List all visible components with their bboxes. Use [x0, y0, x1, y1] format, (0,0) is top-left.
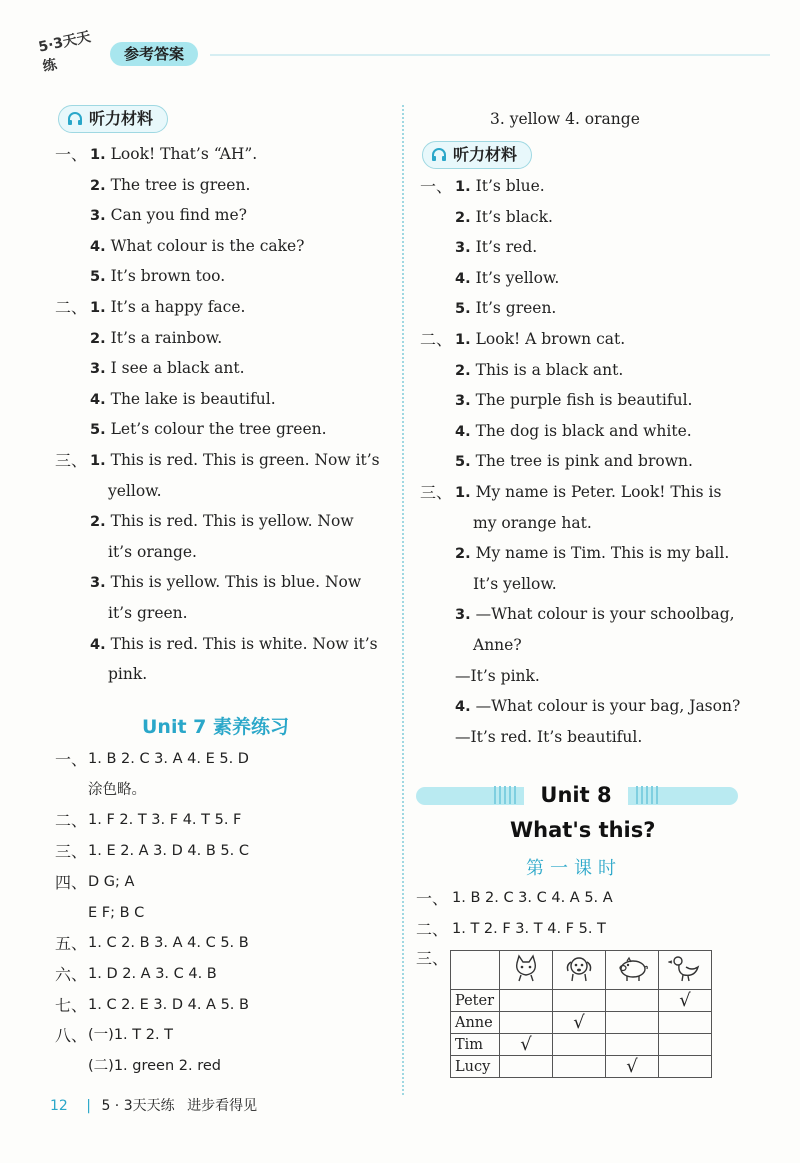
table-header-cell — [606, 951, 659, 990]
pig-icon — [615, 971, 649, 987]
answer-row: D G; A — [88, 873, 135, 890]
table-row — [451, 1056, 712, 1078]
table-row-name: Anne — [451, 1012, 500, 1034]
item-number: 3. — [455, 240, 471, 257]
list-item — [90, 205, 247, 226]
item-number: 5. — [90, 269, 106, 286]
section-label: 四、 — [55, 872, 88, 892]
section-label: 二、 — [55, 298, 88, 317]
section-label: 一、 — [55, 145, 88, 164]
item-text: It’s green. — [475, 299, 557, 318]
item-number: 4. — [455, 423, 471, 440]
item-text: —What colour is your bag, Jason? — [475, 697, 741, 716]
item-text: This is red. This is green. Now it’s — [110, 451, 380, 469]
list-item — [90, 450, 380, 471]
listening-material-label: 听力材料 — [89, 109, 154, 128]
list-item — [455, 482, 721, 503]
duck-icon — [668, 971, 702, 987]
list-item — [455, 451, 693, 472]
item-number: 5. — [455, 301, 471, 318]
column-divider — [402, 105, 404, 1095]
answer-row: (一)1. T 2. T — [88, 1027, 174, 1044]
item-number: 3. — [90, 208, 106, 225]
item-text: This is red. This is white. Now it’s — [110, 634, 378, 653]
item-text: It’s red. — [475, 238, 538, 257]
list-item — [455, 268, 559, 289]
listening-material-tag-right — [422, 141, 532, 169]
item-text: —What colour is your schoolbag, — [475, 605, 735, 624]
answer-row: 1. C 2. E 3. D 4. A 5. B — [88, 996, 249, 1013]
footer-separator: | — [86, 1098, 91, 1114]
list-item — [90, 634, 378, 655]
answer-row: 1. D 2. A 3. C 4. B — [88, 965, 217, 982]
answer-table — [450, 950, 712, 1078]
item-text: The tree is pink and brown. — [475, 452, 693, 471]
list-item — [455, 207, 553, 228]
item-text: It’s a rainbow. — [110, 328, 223, 347]
list-item — [455, 421, 692, 442]
list-item — [455, 329, 625, 350]
item-continuation: It’s yellow. — [473, 574, 557, 593]
answer-row: 1. B 2. C 3. A 4. E 5. D — [88, 751, 249, 767]
list-item — [455, 666, 540, 686]
item-text: This is yellow. This is blue. Now — [110, 573, 362, 592]
item-number: 1. — [90, 453, 106, 469]
item-number: 3. — [455, 607, 471, 624]
item-number: 5. — [90, 422, 106, 439]
list-item — [90, 389, 276, 410]
list-item — [455, 696, 740, 717]
section-label: 二、 — [416, 920, 449, 939]
section-label: 一、 — [55, 750, 88, 769]
table-check-cell: √ — [553, 1012, 606, 1034]
table-header-cell — [659, 951, 712, 990]
answer-row: 涂色略。 — [88, 781, 146, 798]
table-check-cell — [500, 1012, 553, 1034]
item-text: It’s blue. — [475, 177, 545, 195]
table-row-name: Peter — [451, 990, 500, 1012]
item-number: 4. — [455, 270, 471, 287]
list-item — [90, 236, 305, 257]
listening-material-label: 听力材料 — [453, 145, 518, 164]
table-check-cell: √ — [500, 1034, 553, 1056]
stripe-decoration — [636, 786, 658, 804]
item-number: 1. — [455, 332, 471, 348]
item-number: 3. — [455, 393, 471, 410]
section-label: 二、 — [55, 811, 88, 831]
section-label: 一、 — [420, 177, 453, 196]
list-item — [90, 297, 245, 318]
list-item — [90, 266, 225, 287]
lesson-title: 第一课时 — [526, 858, 622, 879]
item-text: This is a black ant. — [475, 360, 624, 379]
list-item — [90, 175, 250, 196]
table-check-cell — [553, 990, 606, 1012]
answer-continuation: 3. yellow 4. orange — [490, 110, 640, 128]
answer-row: 1. B 2. C 3. C 4. A 5. A — [452, 890, 613, 906]
table-check-cell — [659, 1012, 712, 1034]
item-number: 5. — [455, 454, 471, 471]
list-item — [90, 511, 354, 532]
item-text: Let’s colour the tree green. — [110, 420, 327, 439]
section-label: 五、 — [55, 934, 88, 954]
item-text: This is red. This is yellow. Now — [110, 512, 354, 531]
section-label: 二、 — [420, 330, 453, 349]
section-label: 三、 — [420, 483, 453, 502]
item-continuation: it’s orange. — [108, 542, 197, 561]
item-text: My name is Peter. Look! This is — [475, 483, 722, 501]
item-number: 1. — [90, 300, 106, 316]
item-text: What colour is the cake? — [110, 236, 305, 255]
item-text: Look! That’s “AH”. — [110, 145, 258, 163]
table-check-cell — [606, 990, 659, 1012]
item-number: 2. — [455, 362, 471, 379]
table-header-cell — [553, 951, 606, 990]
list-item — [90, 358, 245, 379]
item-number: 2. — [455, 546, 471, 563]
stripe-decoration — [494, 786, 516, 804]
answer-row: 1. F 2. T 3. F 4. T 5. F — [88, 812, 242, 829]
list-item — [455, 298, 556, 319]
table-check-cell — [500, 1056, 553, 1078]
section-label: 八、 — [55, 1026, 88, 1046]
table-check-cell — [606, 1012, 659, 1034]
answer-badge: 参考答案 — [110, 42, 198, 66]
item-continuation: pink. — [108, 665, 148, 684]
item-text: Look! A brown cat. — [475, 330, 626, 348]
header-rule — [210, 54, 770, 56]
item-number: 4. — [90, 391, 106, 408]
item-text: The lake is beautiful. — [110, 389, 276, 408]
item-number: 4. — [455, 699, 471, 716]
list-item — [90, 419, 327, 440]
list-item — [455, 237, 537, 258]
logo — [37, 29, 104, 76]
table-check-cell — [606, 1034, 659, 1056]
headphone-icon — [431, 147, 447, 163]
list-item — [455, 543, 729, 564]
item-text: I see a black ant. — [110, 359, 245, 378]
item-text: It’s a happy face. — [110, 298, 246, 316]
item-number: 4. — [90, 636, 106, 653]
answer-row: (二)1. green 2. red — [88, 1058, 221, 1074]
listening-material-tag — [58, 105, 168, 133]
table-check-cell — [500, 990, 553, 1012]
table-check-cell — [553, 1034, 606, 1056]
unit8-subtitle: What's this? — [510, 818, 656, 842]
answer-row: E F; B C — [88, 904, 145, 921]
item-number: 2. — [90, 514, 106, 531]
footer-slogan: 进步看得见 — [187, 1098, 258, 1114]
table-row — [451, 990, 712, 1012]
section-label: 一、 — [416, 889, 449, 908]
section-label: 七、 — [55, 995, 88, 1015]
item-continuation: it’s green. — [108, 604, 188, 622]
page-footer — [50, 1095, 257, 1115]
item-number: 1. — [455, 485, 471, 501]
item-text: Can you find me? — [110, 206, 247, 225]
table-row-name: Tim — [451, 1034, 500, 1056]
list-item — [455, 360, 623, 381]
section-label: 三、 — [55, 842, 88, 862]
table-check-cell — [659, 1034, 712, 1056]
table-row — [451, 1012, 712, 1034]
dog-icon — [562, 971, 596, 987]
list-item — [90, 572, 361, 593]
unit7-title: Unit 7 素养练习 — [142, 716, 289, 738]
table-row-name: Lucy — [451, 1056, 500, 1078]
footer-brand: 5 · 3天天练 — [101, 1098, 175, 1114]
item-text: The tree is green. — [110, 175, 251, 194]
item-continuation: yellow. — [108, 481, 162, 500]
list-item — [455, 604, 735, 625]
item-number: 2. — [90, 177, 106, 194]
item-text: —It’s pink. — [455, 666, 540, 685]
table-row — [451, 1034, 712, 1056]
list-item — [455, 727, 642, 747]
item-number: 2. — [90, 330, 106, 347]
item-text: It’s black. — [475, 207, 553, 226]
section-label: 三、 — [416, 949, 449, 968]
logo-text: 5·3天天练 — [37, 29, 93, 76]
page-number: 12 — [50, 1098, 68, 1114]
item-text: My name is Tim. This is my ball. — [475, 544, 730, 563]
list-item — [455, 176, 545, 197]
item-text: It’s brown too. — [110, 267, 226, 286]
item-number: 1. — [90, 147, 106, 163]
item-number: 1. — [455, 179, 471, 195]
answer-row: 1. C 2. B 3. A 4. C 5. B — [88, 935, 249, 952]
list-item — [90, 328, 222, 349]
table-header-row — [451, 951, 712, 990]
item-number: 3. — [90, 361, 106, 378]
table-check-cell — [553, 1056, 606, 1078]
item-number: 3. — [90, 575, 106, 592]
table-check-cell — [659, 1056, 712, 1078]
answer-row: 1. E 2. A 3. D 4. B 5. C — [88, 843, 249, 860]
section-label: 六、 — [55, 964, 88, 984]
table-corner-cell — [451, 951, 500, 990]
item-text: The purple fish is beautiful. — [475, 391, 693, 410]
section-label: 三、 — [55, 451, 88, 470]
headphone-icon — [67, 111, 83, 127]
item-number: 2. — [455, 209, 471, 226]
table-check-cell: √ — [659, 990, 712, 1012]
unit8-title-box — [524, 778, 628, 812]
item-text: —It’s red. It’s beautiful. — [455, 727, 643, 746]
cat-icon — [509, 971, 543, 987]
table-check-cell: √ — [606, 1056, 659, 1078]
item-text: It’s yellow. — [475, 268, 560, 287]
item-number: 4. — [90, 238, 106, 255]
table-header-cell — [500, 951, 553, 990]
unit8-title: Unit 8 — [540, 783, 612, 807]
list-item — [90, 144, 257, 165]
item-continuation: Anne? — [473, 636, 522, 654]
item-text: The dog is black and white. — [475, 421, 692, 440]
answer-row: 1. T 2. F 3. T 4. F 5. T — [452, 921, 606, 937]
item-continuation: my orange hat. — [473, 513, 592, 532]
list-item — [455, 390, 692, 411]
